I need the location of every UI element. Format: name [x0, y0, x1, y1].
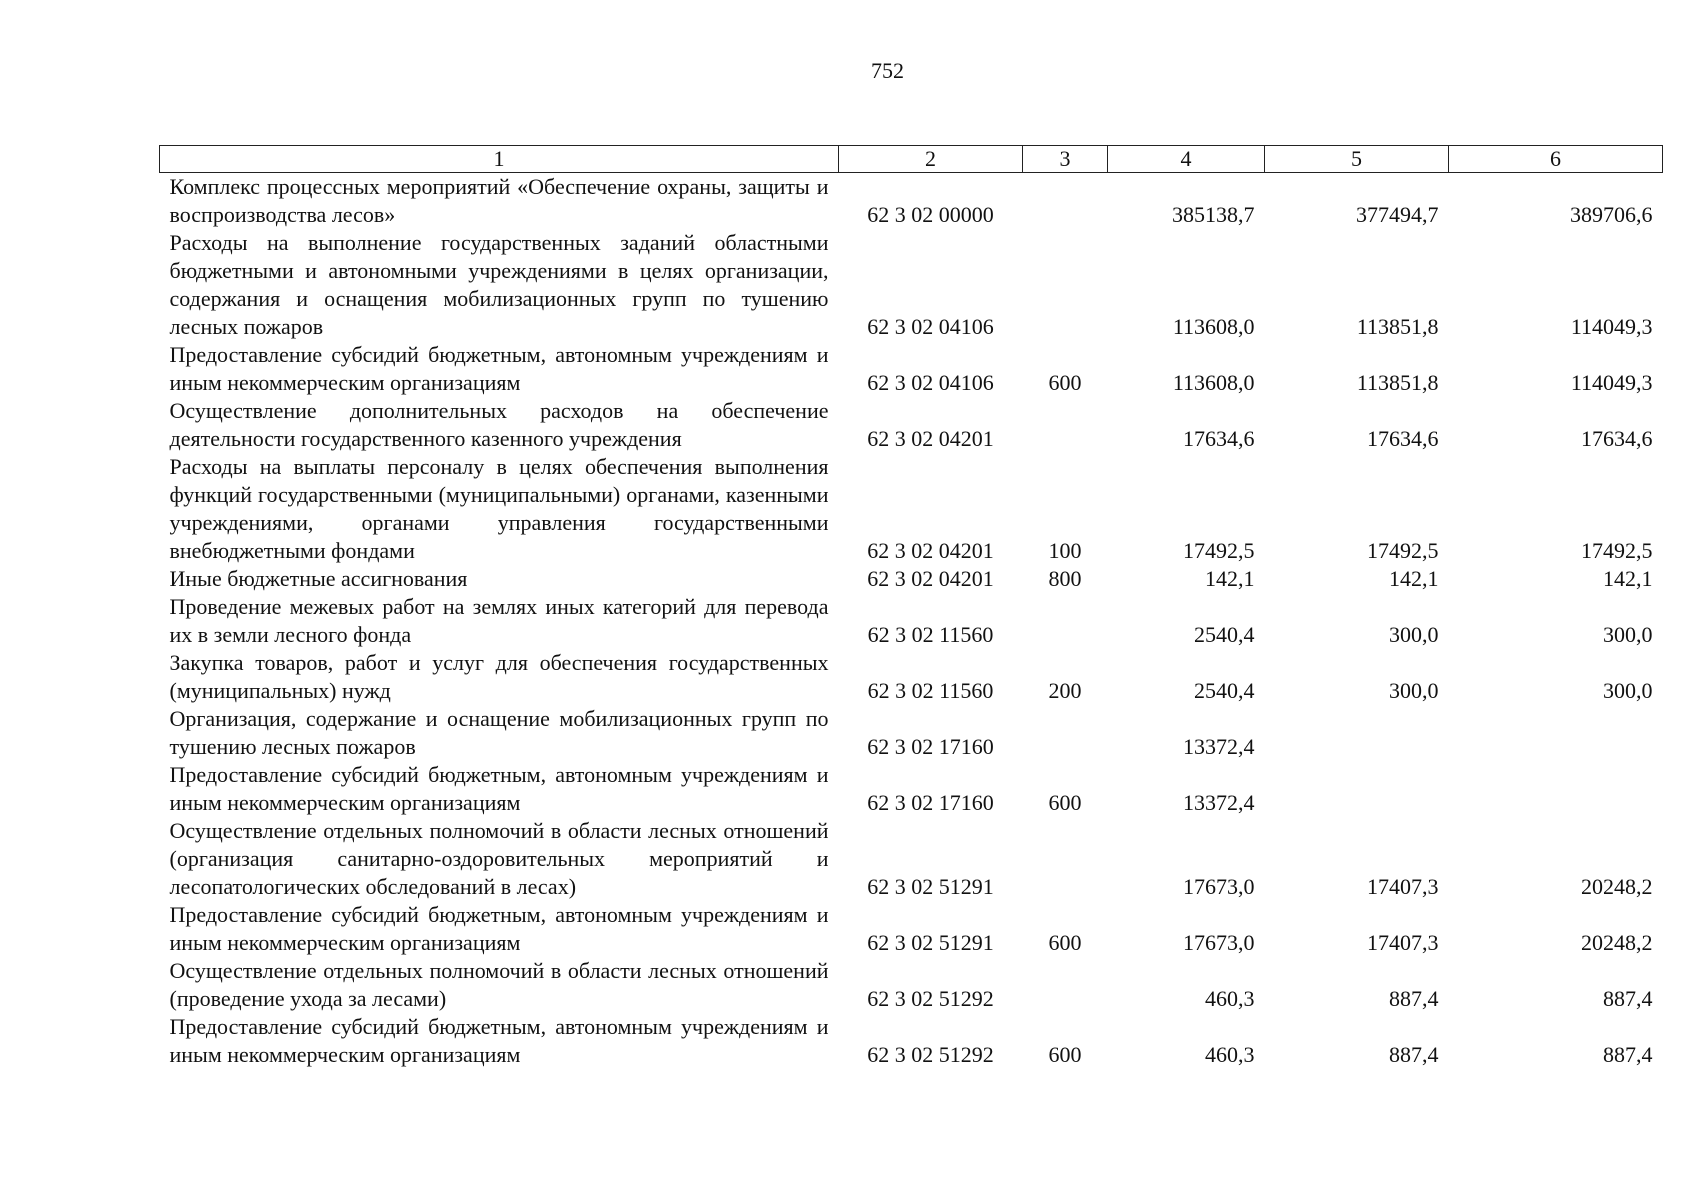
row-code-cell: 62 3 02 17160	[867, 790, 994, 815]
table-row	[160, 453, 1663, 565]
row-value-cell: 2540,4	[1194, 678, 1255, 703]
row-value-cell	[1265, 761, 1449, 817]
row-name-cell: Предоставление субсидий бюджетным, автономным учреждениям и иным некоммерческим организациям	[169, 342, 829, 395]
row-name-cell: Расходы на выполнение государственных заданий областными бюджетными и автономными учреждениями в целях организации, содержания и оснащения мобилизационных групп по тушению лесных пожаров	[169, 230, 829, 339]
column-header: 2	[839, 146, 1023, 173]
row-code-cell: 62 3 02 51292	[867, 986, 994, 1011]
row-code-cell: 62 3 02 04201	[867, 566, 994, 591]
row-name-cell: Предоставление субсидий бюджетным, автономным учреждениям и иным некоммерческим организациям	[169, 902, 829, 955]
row-type-cell: 200	[1048, 678, 1082, 703]
table-row	[160, 397, 1663, 453]
row-type-cell	[1023, 817, 1108, 901]
row-code-cell: 62 3 02 51292	[867, 1042, 994, 1067]
row-value-cell: 17492,5	[1581, 538, 1653, 563]
row-code-cell: 62 3 02 04201	[867, 426, 994, 451]
row-value-cell	[1449, 761, 1663, 817]
row-name-cell: Проведение межевых работ на землях иных категорий для перевода их в земли лесного фонда	[169, 594, 829, 647]
row-value-cell: 114049,3	[1570, 370, 1653, 395]
column-header: 3	[1023, 146, 1108, 173]
row-value-cell: 113851,8	[1356, 314, 1439, 339]
row-name-cell: Иные бюджетные ассигнования	[169, 566, 468, 591]
row-value-cell: 142,1	[1205, 566, 1255, 591]
row-value-cell	[1449, 705, 1663, 761]
column-header: 1	[160, 146, 839, 173]
table-row	[160, 593, 1663, 649]
row-value-cell: 17492,5	[1183, 538, 1255, 563]
row-value-cell: 389706,6	[1570, 202, 1653, 227]
row-type-cell: 600	[1048, 790, 1082, 815]
row-type-cell: 600	[1048, 370, 1082, 395]
row-code-cell: 62 3 02 17160	[867, 734, 994, 759]
row-type-cell	[1023, 705, 1108, 761]
table-row	[160, 1013, 1663, 1069]
row-name-cell: Осуществление дополнительных расходов на обеспечение деятельности государственного казенного учреждения	[169, 398, 829, 451]
row-type-cell	[1023, 593, 1108, 649]
row-code-cell: 62 3 02 51291	[867, 930, 994, 955]
table-row	[160, 649, 1663, 705]
row-type-cell: 800	[1048, 566, 1082, 591]
column-header: 5	[1265, 146, 1449, 173]
row-value-cell: 300,0	[1603, 622, 1653, 647]
row-value-cell: 887,4	[1603, 986, 1653, 1011]
row-name-cell: Осуществление отдельных полномочий в области лесных отношений (проведение ухода за лесами)	[169, 958, 829, 1011]
row-code-cell: 62 3 02 00000	[867, 202, 994, 227]
row-code-cell: 62 3 02 11560	[867, 678, 994, 703]
row-code-cell: 62 3 02 51291	[867, 874, 994, 899]
row-value-cell: 2540,4	[1194, 622, 1255, 647]
page-number: 752	[871, 58, 904, 83]
table-header-row	[160, 146, 1663, 173]
row-value-cell: 460,3	[1205, 986, 1255, 1011]
row-name-cell: Предоставление субсидий бюджетным, автономным учреждениям и иным некоммерческим организациям	[169, 1014, 829, 1067]
row-value-cell: 887,4	[1389, 1042, 1439, 1067]
row-name-cell: Предоставление субсидий бюджетным, автономным учреждениям и иным некоммерческим организациям	[169, 762, 829, 815]
column-header: 6	[1449, 146, 1663, 173]
row-value-cell: 142,1	[1603, 566, 1653, 591]
row-value-cell: 300,0	[1389, 622, 1439, 647]
row-type-cell: 600	[1048, 1042, 1082, 1067]
table-row	[160, 173, 1663, 230]
row-value-cell: 113608,0	[1172, 370, 1255, 395]
table-row	[160, 565, 1663, 593]
row-value-cell: 142,1	[1389, 566, 1439, 591]
row-value-cell: 113851,8	[1356, 370, 1439, 395]
table-row	[160, 957, 1663, 1013]
table-row	[160, 817, 1663, 901]
column-header: 4	[1108, 146, 1265, 173]
row-type-cell	[1023, 957, 1108, 1013]
row-value-cell: 114049,3	[1570, 314, 1653, 339]
row-type-cell	[1023, 173, 1108, 230]
table-row	[160, 761, 1663, 817]
row-value-cell: 377494,7	[1356, 202, 1439, 227]
row-code-cell: 62 3 02 04106	[867, 370, 994, 395]
table-row	[160, 229, 1663, 341]
row-name-cell: Комплекс процессных мероприятий «Обеспечение охраны, защиты и воспроизводства лесов»	[169, 174, 829, 227]
table-row	[160, 901, 1663, 957]
row-value-cell: 13372,4	[1183, 790, 1255, 815]
row-value-cell: 17673,0	[1183, 874, 1255, 899]
row-value-cell: 17634,6	[1183, 426, 1255, 451]
row-value-cell: 887,4	[1389, 986, 1439, 1011]
row-value-cell: 17407,3	[1367, 874, 1439, 899]
row-value-cell: 17407,3	[1367, 930, 1439, 955]
row-value-cell: 20248,2	[1581, 874, 1653, 899]
budget-table	[159, 145, 1663, 1069]
row-name-cell: Закупка товаров, работ и услуг для обеспечения государственных (муниципальных) нужд	[169, 650, 829, 703]
row-value-cell: 385138,7	[1172, 202, 1255, 227]
row-value-cell: 113608,0	[1172, 314, 1255, 339]
row-value-cell: 13372,4	[1183, 734, 1255, 759]
row-value-cell: 300,0	[1389, 678, 1439, 703]
row-value-cell: 887,4	[1603, 1042, 1653, 1067]
row-value-cell	[1265, 705, 1449, 761]
row-type-cell	[1023, 229, 1108, 341]
row-type-cell: 600	[1048, 930, 1082, 955]
table-body	[160, 173, 1663, 1070]
row-code-cell: 62 3 02 04201	[867, 538, 994, 563]
row-value-cell: 20248,2	[1581, 930, 1653, 955]
table-row	[160, 705, 1663, 761]
row-type-cell	[1023, 397, 1108, 453]
row-value-cell: 17492,5	[1367, 538, 1439, 563]
row-code-cell: 62 3 02 04106	[867, 314, 994, 339]
row-name-cell: Расходы на выплаты персоналу в целях обеспечения выполнения функций государственными (муниципальными) органами, казенными учреждениями, органами управления государственными внебюджетными фондами	[169, 454, 829, 563]
row-value-cell: 17634,6	[1581, 426, 1653, 451]
table-row	[160, 341, 1663, 397]
row-name-cell: Осуществление отдельных полномочий в области лесных отношений (организация санитарно-оздоровительных мероприятий и лесопатологических обследований в лесах)	[169, 818, 829, 899]
row-type-cell: 100	[1048, 538, 1082, 563]
row-value-cell: 17673,0	[1183, 930, 1255, 955]
row-value-cell: 460,3	[1205, 1042, 1255, 1067]
row-value-cell: 300,0	[1603, 678, 1653, 703]
row-value-cell: 17634,6	[1367, 426, 1439, 451]
row-code-cell: 62 3 02 11560	[867, 622, 994, 647]
row-name-cell: Организация, содержание и оснащение мобилизационных групп по тушению лесных пожаров	[169, 706, 829, 759]
